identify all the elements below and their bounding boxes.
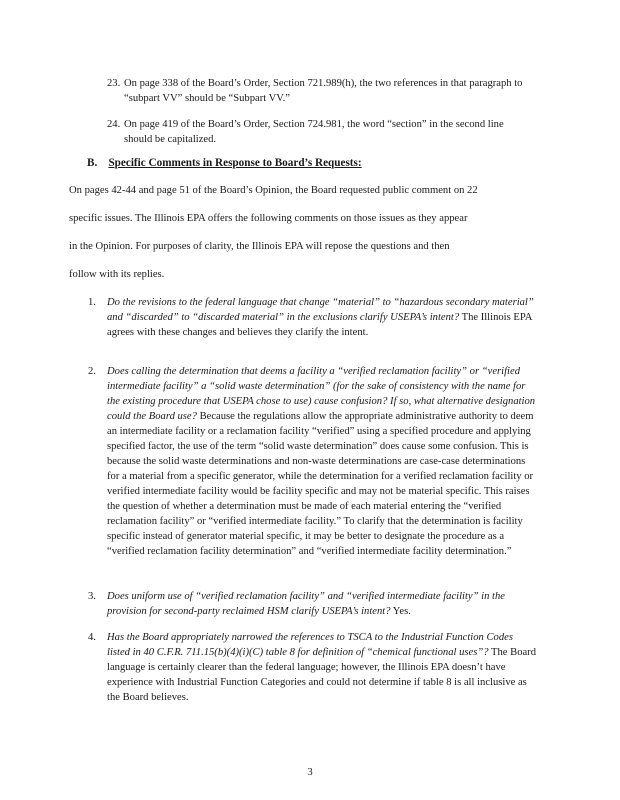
question-number: 3. (88, 591, 96, 602)
question-number: 4. (88, 632, 96, 643)
section-letter: B. (87, 157, 98, 169)
intro-line: follow with its replies. (69, 269, 165, 280)
page-number: 3 (307, 767, 313, 778)
answer-text: The Board language is certainly clearer than the federal language; however, the Illinois EPA doesn’t have experience with Industrial Function Categories and could not determine if table 8 is all inclusive as the Board believes. (107, 647, 537, 703)
question-number: 2. (88, 366, 96, 377)
item-number: 24. (107, 119, 121, 130)
question-text: Has the Board appropriately narrowed the references to TSCA to the Industrial Function Codes listed in 40 C.F.R. 711.15(b)(4)(i)(C) table 8 for definition of “chemical functional uses”? (107, 632, 513, 658)
question-text: Does uniform use of “verified reclamation facility” and “verified intermediate facility” in the provision for second-party reclaimed HSM clarify USEPA’s intent? (107, 591, 505, 617)
intro-line: in the Opinion. For purposes of clarity, the Illinois EPA will repose the questions and then (69, 241, 450, 252)
intro-line: On pages 42-44 and page 51 of the Board’s Opinion, the Board requested public comment on 22 (69, 185, 478, 196)
answer-text: Yes. (390, 606, 411, 617)
item-text: On page 338 of the Board’s Order, Section 721.989(h), the two references in that paragraph to “subpart VV” should be “Subpart VV.” (124, 78, 523, 104)
question-text: Do the revisions to the federal language that change “material” to “hazardous secondary material” and “discarded” to “discarded material” in the exclusions clarify USEPA’s intent? (107, 297, 534, 323)
item-text: On page 419 of the Board’s Order, Section 724.981, the word “section” in the second line should be capitalized. (124, 119, 504, 145)
intro-line: specific issues. The Illinois EPA offers the following comments on those issues as they appear (69, 213, 468, 224)
answer-text: Because the regulations allow the appropriate administrative authority to deem an intermediate facility or a reclamation facility “verified” using a specified procedure and applying specified factor, the use of the term “solid waste determination” does cause some confusion. This is because the solid waste determinations and non-waste determinations are case-case determinations for a material from a specific generator, while the determination for a verified reclamation facility or verified intermediate facility would be facility specific and may not be material specific. This raises the question of whether a determination must be made of each material entering the “verified reclamation facility” or “verified intermediate facility.” To clarify that the determination is facility specific instead of generator material specific, it may be better to designate the procedure as a “verified reclamation facility determination” and “verified intermediate facility determination.” (107, 411, 534, 557)
question-text: Does calling the determination that deems a facility a “verified reclamation facility” or “verified intermediate facility” a “solid waste determination” (for the sake of consistency with the name for the existing procedure that USEPA chose to use) cause confusion? If so, what alternative designation could the Board use? (107, 366, 536, 422)
section-heading (87, 157, 362, 169)
question-number: 1. (88, 297, 96, 308)
item-number: 23. (107, 78, 121, 89)
section-title: Specific Comments in Response to Board’s Requests: (108, 157, 362, 169)
answer-text: The Illinois EPA agrees with these changes and believes they clarify the intent. (107, 312, 532, 338)
